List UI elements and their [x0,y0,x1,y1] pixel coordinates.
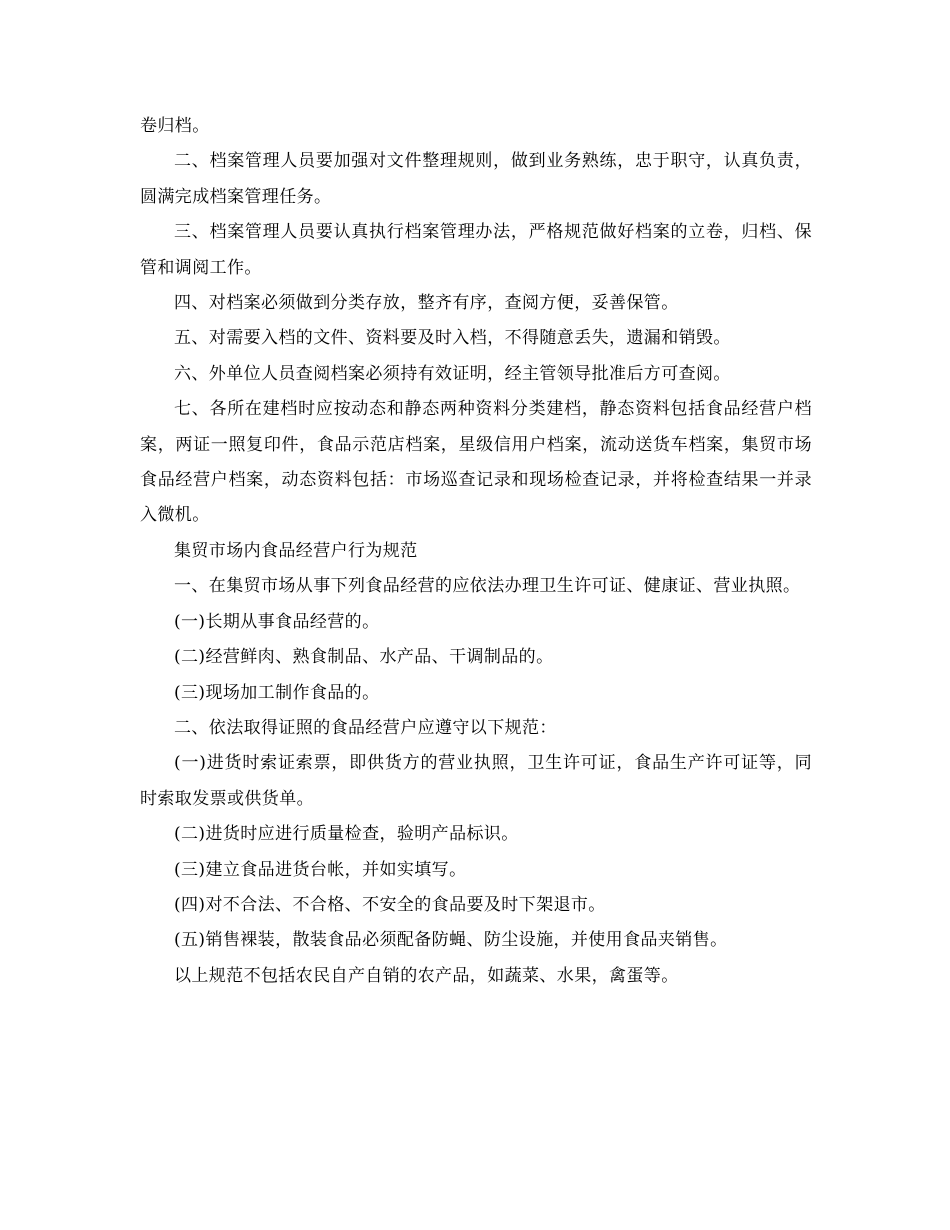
section-heading: 集贸市场内食品经营户行为规范 [174,540,418,561]
paragraph-continuation: 卷归档。 [140,116,210,136]
list-item: (二)经营鲜肉、熟食制品、水产品、干调制品的。 [174,647,554,668]
list-item: (五)销售裸装，散装食品必须配备防蝇、防尘设施，并使用食品夹销售。 [174,930,728,951]
list-item: (四)对不合法、不合格、不安全的食品要及时下架退市。 [174,894,606,915]
paragraph-section-2: 二、依法取得证照的食品经营户应遵守以下规范： [174,717,557,738]
paragraph-rule-7: 七、各所在建档时应按动态和静态两种资料分类建档，静态资料包括食品经营户档案，两证一照复印件，食品示范店档案，星级信用户档案，流动送货车档案，集贸市场食品经营户档案，动态资料包括：市场巡查记录和现场检查记录，并将检查结果一并录入微机。 [140,399,812,526]
paragraph-rule-4: 四、对档案必须做到分类存放，整齐有序，查阅方便，妥善保管。 [174,293,679,314]
paragraph-rule-3: 三、档案管理人员要认真执行档案管理办法，严格规范做好档案的立卷，归档、保管和调阅工作。 [140,222,812,278]
list-item: (一)进货时索证索票，即供货方的营业执照，卫生许可证，食品生产许可证等，同时索取发票或供货单。 [140,753,812,809]
list-item: (三)现场加工制作食品的。 [174,682,380,703]
paragraph-closing-note: 以上规范不包括农民自产自销的农产品，如蔬菜、水果，禽蛋等。 [174,965,679,986]
list-item: (一)长期从事食品经营的。 [174,611,380,632]
paragraph-section-1: 一、在集贸市场从事下列食品经营的应依法办理卫生许可证、健康证、营业执照。 [174,576,801,597]
paragraph-rule-6: 六、外单位人员查阅档案必须持有效证明，经主管领导批准后方可查阅。 [174,363,731,384]
document-body [140,109,812,994]
list-item: (三)建立食品进货台帐，并如实填写。 [174,859,467,880]
paragraph-rule-5: 五、对需要入档的文件、资料要及时入档，不得随意丢失，遗漏和销毁。 [174,328,731,349]
paragraph-rule-2: 二、档案管理人员要加强对文件整理规则，做到业务熟练，忠于职守，认真负责，圆满完成档案管理任务。 [140,151,812,207]
list-item: (二)进货时应进行质量检查，验明产品标识。 [174,824,519,845]
